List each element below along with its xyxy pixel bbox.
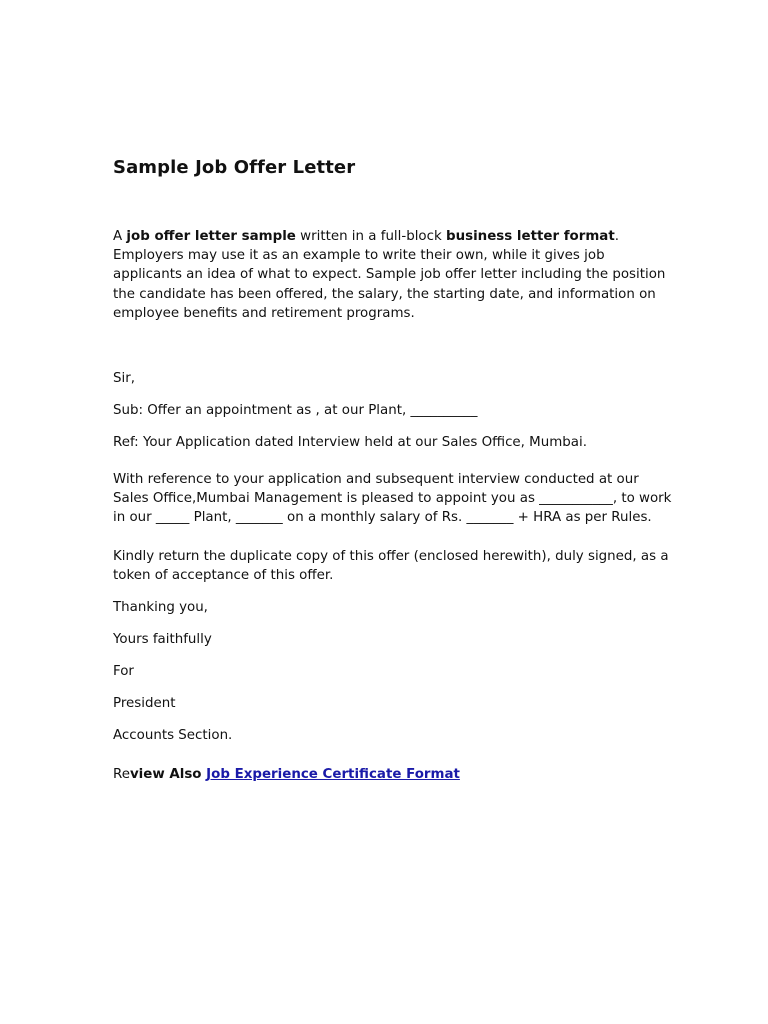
appointment-paragraph: With reference to your application and subsequent interview conducted at our Sales Office,Mumbai Management is pleased to appoint you as ___________, to work in our _____ Plant, _______ on a monthly salary of Rs. _______ + HRA as per Rules. (113, 472, 672, 526)
intro-bold-job-offer: job offer letter sample (126, 229, 296, 244)
reference-line: Ref: Your Application dated Interview held at our Sales Office, Mumbai. (113, 435, 587, 451)
intro-mid: written in a full-block (295, 229, 446, 244)
closing-dept: Accounts Section. (113, 728, 233, 744)
subject-line: Sub: Offer an appointment as , at our Plant, __________ (113, 403, 478, 419)
closing-for: For (113, 664, 134, 680)
intro-paragraph (113, 227, 673, 323)
acceptance-paragraph: Kindly return the duplicate copy of this offer (enclosed herewith), duly signed, as a token of acceptance of this offer. (113, 549, 669, 584)
closing-yours: Yours faithfully (113, 632, 212, 648)
job-experience-certificate-link[interactable]: Job Experience Certificate Format (206, 767, 460, 783)
salutation: Sir, (113, 371, 135, 387)
document-title: Sample Job Offer Letter (113, 157, 356, 178)
intro-bold-business-format: business letter format (446, 229, 615, 244)
document-page (113, 155, 673, 784)
closing-title: President (113, 696, 176, 712)
closing-thanks: Thanking you, (113, 600, 208, 616)
intro-rest: . Employers may use it as an example to write their own, while it gives job applicants an idea of what to expect. Sample job offer letter including the position the candidate has been offered, the salary, the starting date, and information on employee benefits and retirement programs. (113, 229, 666, 321)
review-prefix-bold: view Also (129, 767, 207, 783)
review-also (113, 765, 673, 784)
review-prefix-plain: Re (113, 767, 130, 783)
intro-a: A (113, 229, 127, 244)
